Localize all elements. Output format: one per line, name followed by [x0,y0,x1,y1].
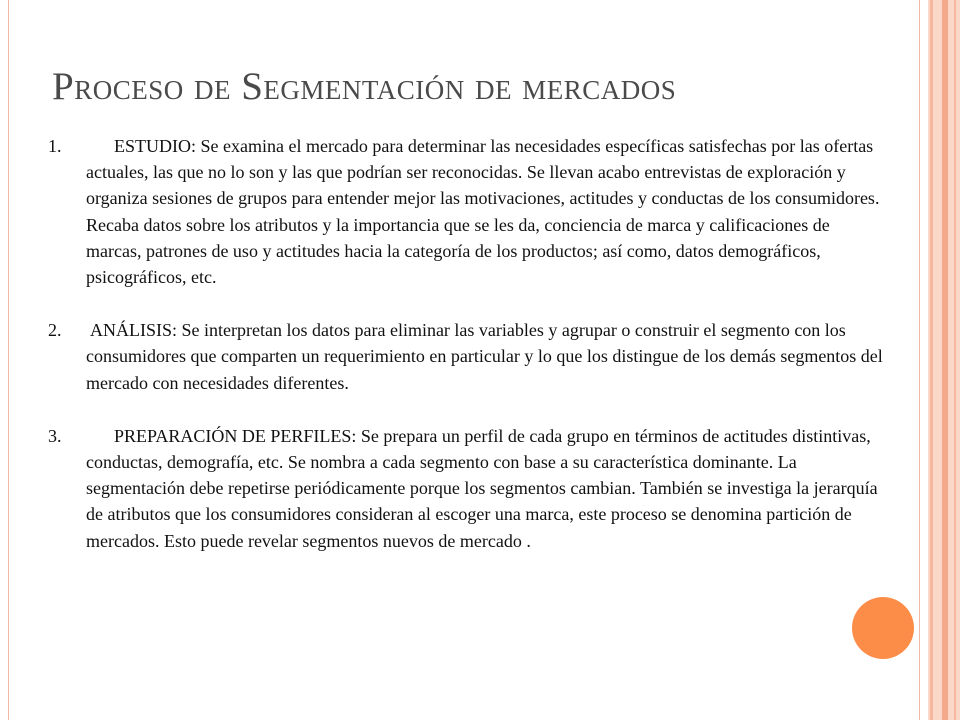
decorative-orange-circle [852,597,914,659]
list-item [48,423,888,554]
item-heading: PREPARACIÓN DE PERFILES: [114,425,357,446]
list-item [48,317,888,396]
item-heading: ANÁLISIS: [90,320,178,341]
list-item [48,133,888,290]
slide-title: Proceso de Segmentación de mercados [52,65,677,108]
decorative-side-band [928,0,960,720]
side-stripe [930,0,933,720]
item-text: Se prepara un perfil de cada grupo en términos de actitudes distintivas, conductas, demografía, etc. Se nombra a cada segmento con base a su característica dominante. La segmentación debe repetirse periódicamente porque los segmentos cambian. También se investiga la jerarquía de atributos que los consumidores consideran al escoger una marca, este proceso se denomina partición de mercados. Esto puede revelar segmentos nuevos de mercado . [86,425,878,551]
item-number: 3. [48,425,62,446]
side-stripe [954,0,956,720]
item-number: 1. [48,136,62,156]
side-stripe [942,0,948,720]
item-number: 2. [48,320,62,341]
item-text: Se interpretan los datos para eliminar las variables y agrupar o construir el segmento con los consumidores que comparten un requerimiento en particular y lo que los distingue de los demás segmentos del mercado con necesidades diferentes. [86,320,883,393]
item-text: Se examina el mercado para determinar las necesidades específicas satisfechas por las ofertas actuales, las que no lo son y las que podrían ser reconocidas. Se llevan acabo entrevistas de exploración y organiza sesiones de grupos para entender mejor las motivaciones, actitudes y conductas de los consumidores. Recaba datos sobre los atributos y la importancia que se les da, conciencia de marca y calificaciones de marcas, patrones de uso y actitudes hacia la categoría de los productos; así como, datos demográficos, psicográficos, etc. [86,136,880,288]
item-heading: ESTUDIO: [114,136,196,156]
slide-body [48,133,888,581]
